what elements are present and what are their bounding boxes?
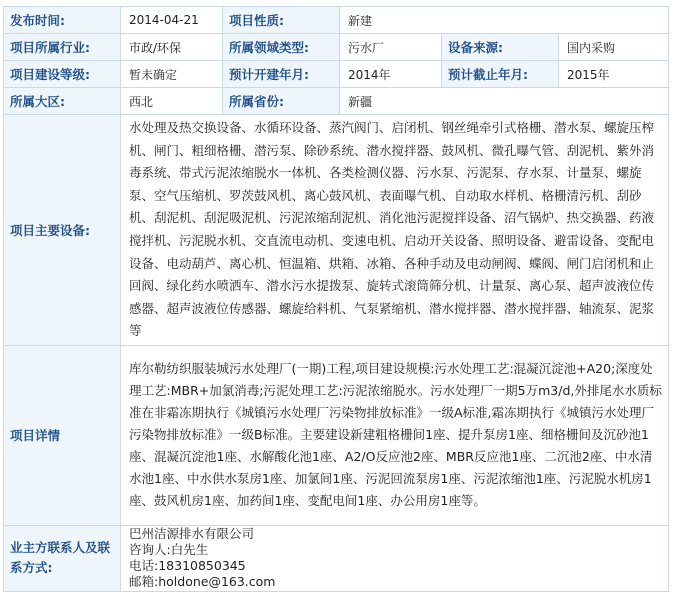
contact-label: 业主方联系人及联系方式: [4, 525, 121, 591]
region-value: 西北 [121, 88, 223, 115]
row-publish [4, 7, 669, 34]
contact-value [121, 525, 669, 591]
project-info-table [3, 6, 669, 592]
details-label: 项目详情 [4, 345, 121, 525]
publish-time-label: 发布时间: [4, 7, 121, 34]
project-nature-value: 新建 [340, 7, 669, 34]
row-contact [4, 525, 669, 591]
contact-email[interactable]: 邮箱:holdone@163.com [129, 574, 276, 590]
build-level-value: 暂未确定 [121, 61, 223, 88]
province-value: 新疆 [340, 88, 669, 115]
industry-label: 项目所属行业: [4, 34, 121, 61]
region-label: 所属大区: [4, 88, 121, 115]
contact-company: 巴州洁源排水有限公司 [129, 526, 255, 542]
project-nature-label: 项目性质: [223, 7, 340, 34]
row-industry [4, 34, 669, 61]
equipment-source-value: 国内采购 [559, 34, 669, 61]
publish-time-value: 2014-04-21 [121, 7, 223, 34]
row-region [4, 88, 669, 115]
start-year-label: 预计开建年月: [223, 61, 340, 88]
start-year-value: 2014年 [340, 61, 442, 88]
row-main-equipment [4, 115, 669, 346]
end-year-value: 2015年 [559, 61, 669, 88]
row-level [4, 61, 669, 88]
contact-phone: 电话:18310850345 [129, 558, 246, 574]
province-label: 所属省份: [223, 88, 340, 115]
details-value: 库尔勒纺织服装城污水处理厂(一期)工程,项目建设规模:污水处理工艺:混凝沉淀池+A20;深度处理工艺:MBR+加氯消毒;污泥处理工艺:污泥浓缩脱水。污水处理厂一期5万m3/d,外排尾水水质标准在非霜冻期执行《城镇污水处理厂污染物排放标准》一级A标准,霜冻期执行《城镇污水处理厂污染物排放标准》一级B标准。主要建设新建粗格栅间1座、提升泵房1座、细格栅间及沉砂池1座、混凝沉淀池1座、水解酸化池1座、A2/O反应池2座、MBR反应池1座、二沉池2座、中水清水池1座、中水供水泵房1座、加氯间1座、污泥回流泵房1座、污泥浓缩池1座、污泥脱水机房1座、鼓风机房1座、加药间1座、变配电间1座、办公用房1座等。 [121, 345, 669, 525]
end-year-label: 预计截止年月: [442, 61, 559, 88]
main-equipment-value: 水处理及热交换设备、水循环设备、蒸汽阀门、启闭机、钢丝绳牵引式格栅、潜水泵、螺旋压榨机、闸门、粗细格栅、潜污泵、除砂系统、潜水搅拌器、鼓风机、微孔曝气管、刮泥机、紫外消毒系统、带式污泥浓缩脱水一体机、各类检测仪器、污水泵、污泥泵、存水泵、计量泵、螺旋泵、空气压缩机、罗茨鼓风机、离心鼓风机、表面曝气机、自动取水样机、格栅清污机、刮砂机、刮泥机、刮泥吸泥机、污泥浓缩刮泥机、消化池污泥搅拌设备、沼气锅炉、热交换器、药液搅拌机、污泥脱水机、交直流电动机、变速电机、启动开关设备、照明设备、避雷设备、变配电设备、电动葫芦、离心机、恒温箱、烘箱、冰箱、各种手动及电动闸阀、蝶阀、闸门启闭机和止回阀、绿化药水喷洒车、潜水污水提拨泵、旋转式滚筒筛分机、计量泵、离心泵、超声波液位传感器、超声波液位传感器、螺旋给料机、气泵紧缩机、潜水搅拌器、潜水搅拌器、轴流泵、泥浆等 [121, 115, 669, 346]
contact-person: 咨询人:白先生 [129, 542, 209, 558]
row-details [4, 345, 669, 525]
industry-value: 市政/环保 [121, 34, 223, 61]
main-equipment-label: 项目主要设备: [4, 115, 121, 346]
domain-type-value: 污水厂 [340, 34, 442, 61]
equipment-source-label: 设备来源: [442, 34, 559, 61]
build-level-label: 项目建设等级: [4, 61, 121, 88]
domain-type-label: 所属领域类型: [223, 34, 340, 61]
